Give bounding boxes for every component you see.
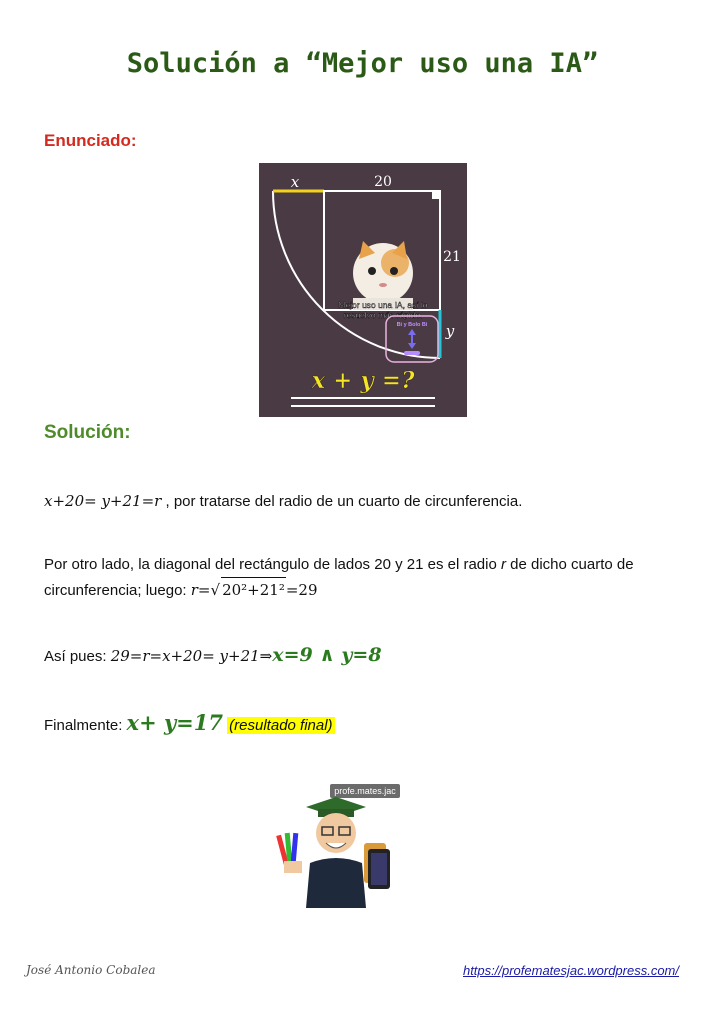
solucion-heading: Solución: bbox=[44, 422, 131, 443]
paragraph-radius-text: , por tratarse del radio de un cuarto de circunferencia. bbox=[161, 493, 523, 510]
equation-chain: 29=r=x+20= y+21⇒ bbox=[110, 647, 273, 665]
footer-author: José Antonio Cobalea bbox=[26, 963, 156, 977]
final-highlight: (resultado final) bbox=[229, 717, 333, 734]
diagonal-r: r bbox=[500, 556, 506, 573]
caption-line-2: resuelvo más rápido. bbox=[343, 310, 423, 320]
diagonal-text-b: de dicho cuarto de bbox=[505, 556, 634, 573]
enunciado-heading: Enunciado: bbox=[44, 131, 137, 150]
paragraph-radius bbox=[44, 489, 522, 514]
final-result: x+ y=17 bbox=[126, 710, 223, 735]
pencils-icon bbox=[276, 833, 302, 873]
tablet-icon bbox=[364, 843, 390, 889]
label-y: y bbox=[445, 322, 455, 340]
result-x-y: x=9 ∧ y=8 bbox=[272, 644, 382, 666]
page-title: Solución a “Mejor uso una IA” bbox=[126, 48, 599, 79]
label-20: 20 bbox=[374, 174, 392, 190]
equation-r-lhs: r= bbox=[190, 581, 211, 599]
teacher-avatar-image bbox=[270, 783, 404, 911]
sticker-text: Bi y Bolo Bi bbox=[396, 322, 428, 328]
equation-radius: x+20= y+21=r bbox=[44, 492, 162, 510]
shirt bbox=[306, 858, 366, 908]
final-text: Finalmente: bbox=[44, 717, 127, 734]
thus-text: Así pues: bbox=[44, 648, 111, 665]
paragraph-diagonal: Por otro lado, la diagonal del rectángulo de lados 20 y 21 es el radio r de dicho cuarto de circunferencia; luego: r=√ 20²+21²=29 bbox=[44, 553, 684, 603]
sticker-bar bbox=[404, 351, 420, 355]
label-21: 21 bbox=[443, 249, 461, 265]
caption-line-1: Mejor uso una IA, así lo bbox=[338, 300, 428, 310]
diagonal-text-a: Por otro lado, la diagonal del rectángulo de lados 20 y 21 es el radio bbox=[44, 556, 501, 573]
problem-figure bbox=[259, 163, 467, 417]
paragraph-thus bbox=[44, 643, 382, 669]
avatar-badge: profe.mates.jac bbox=[334, 786, 396, 796]
diagonal-text-c: circunferencia; luego: bbox=[44, 582, 191, 599]
label-x: x bbox=[290, 173, 300, 191]
footer-url-link[interactable]: https://profematesjac.wordpress.com/ bbox=[462, 963, 679, 978]
equation-r-rhs: =29 bbox=[285, 581, 318, 599]
question-text: x + y =? bbox=[311, 367, 415, 394]
paragraph-final bbox=[44, 711, 335, 738]
sqrt-body: 20²+21² bbox=[221, 577, 286, 602]
